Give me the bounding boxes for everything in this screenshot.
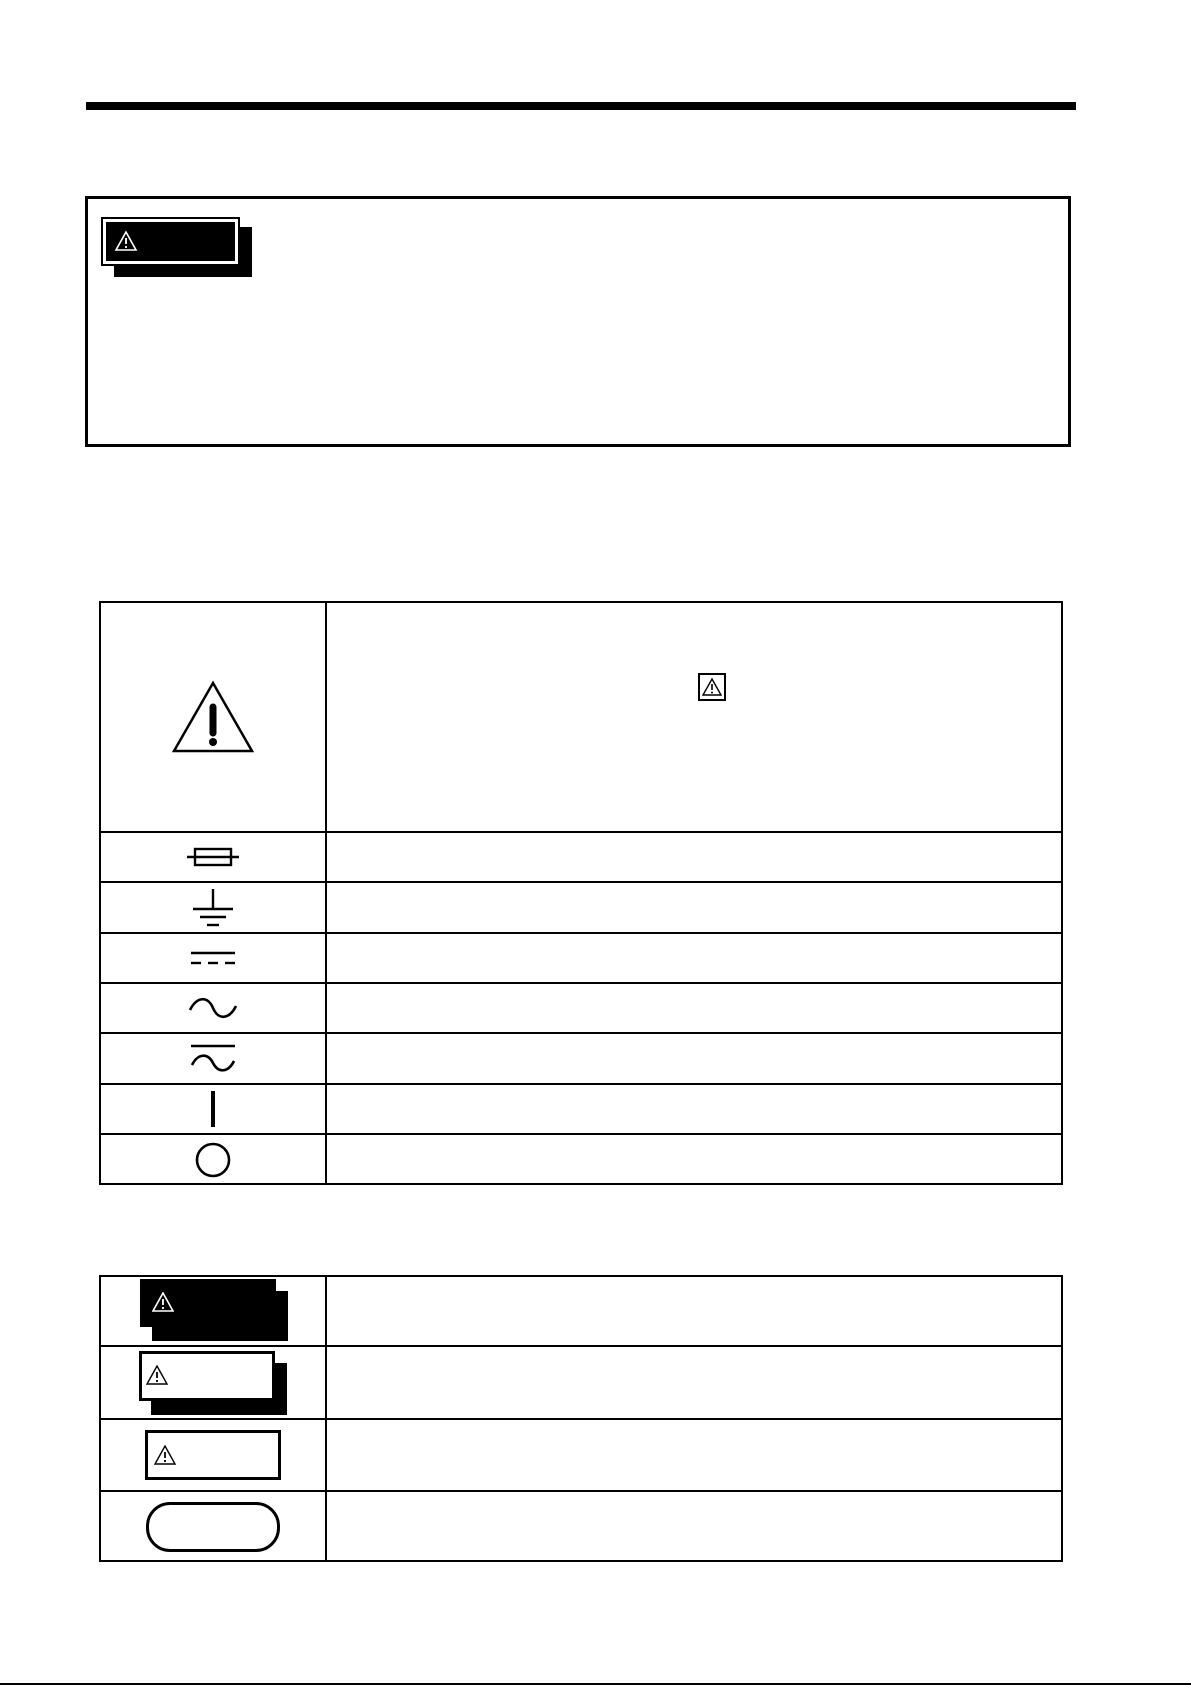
table-row xyxy=(101,883,1061,934)
symbol-cell xyxy=(101,1347,327,1418)
description-cell xyxy=(327,1135,1061,1185)
power-on-icon xyxy=(208,1090,218,1128)
symbol-cell xyxy=(101,1420,327,1490)
label-front xyxy=(139,1351,275,1401)
label-front xyxy=(140,1279,276,1327)
description-cell xyxy=(327,984,1061,1032)
inline-warning-icon xyxy=(698,673,726,701)
table-row xyxy=(101,984,1061,1034)
description-cell xyxy=(327,1492,1061,1562)
table-row xyxy=(101,603,1061,833)
description-cell xyxy=(327,1034,1061,1083)
ac-dc-icon xyxy=(190,1043,236,1075)
warning-triangle-icon xyxy=(702,678,722,696)
warning-triangle-icon xyxy=(146,1365,168,1385)
danger-label xyxy=(103,219,238,264)
symbols-table xyxy=(99,601,1063,1185)
ground-icon xyxy=(191,887,235,929)
fuse-icon xyxy=(187,844,239,870)
warning-triangle-icon xyxy=(152,1292,174,1312)
symbol-cell xyxy=(101,1277,327,1345)
description-cell xyxy=(327,883,1061,932)
warning-triangle-icon xyxy=(114,230,138,252)
table-row xyxy=(101,1135,1061,1185)
signal-words-table xyxy=(99,1275,1063,1562)
table-row xyxy=(101,1420,1061,1492)
table-row xyxy=(101,934,1061,984)
symbol-cell xyxy=(101,984,327,1032)
symbol-cell xyxy=(101,1085,327,1133)
symbol-cell xyxy=(101,934,327,982)
symbol-cell xyxy=(101,1135,327,1185)
symbol-cell xyxy=(101,883,327,932)
warning-triangle-icon xyxy=(171,680,255,754)
table-row xyxy=(101,1277,1061,1347)
warning-triangle-icon xyxy=(154,1445,176,1465)
symbol-cell xyxy=(101,1492,327,1562)
table-row xyxy=(101,1347,1061,1420)
danger-label xyxy=(140,1279,286,1343)
description-cell xyxy=(327,603,1061,831)
note-label xyxy=(146,1502,280,1552)
danger-notice-box xyxy=(85,196,1071,447)
description-cell xyxy=(327,833,1061,881)
power-off-icon xyxy=(194,1141,232,1179)
description-cell xyxy=(327,1277,1061,1345)
table-row xyxy=(101,833,1061,883)
table-row xyxy=(101,1034,1061,1085)
table-row xyxy=(101,1492,1061,1562)
description-cell xyxy=(327,1420,1061,1490)
caution-label xyxy=(145,1430,281,1480)
description-cell xyxy=(327,1347,1061,1418)
table-row xyxy=(101,1085,1061,1135)
symbol-cell xyxy=(101,603,327,831)
symbol-cell xyxy=(101,833,327,881)
description-cell xyxy=(327,934,1061,982)
ac-icon xyxy=(188,996,238,1020)
dc-icon xyxy=(190,948,236,968)
description-cell xyxy=(327,1085,1061,1133)
warning-label xyxy=(139,1351,287,1415)
symbol-cell xyxy=(101,1034,327,1083)
header-rule xyxy=(86,102,1076,110)
